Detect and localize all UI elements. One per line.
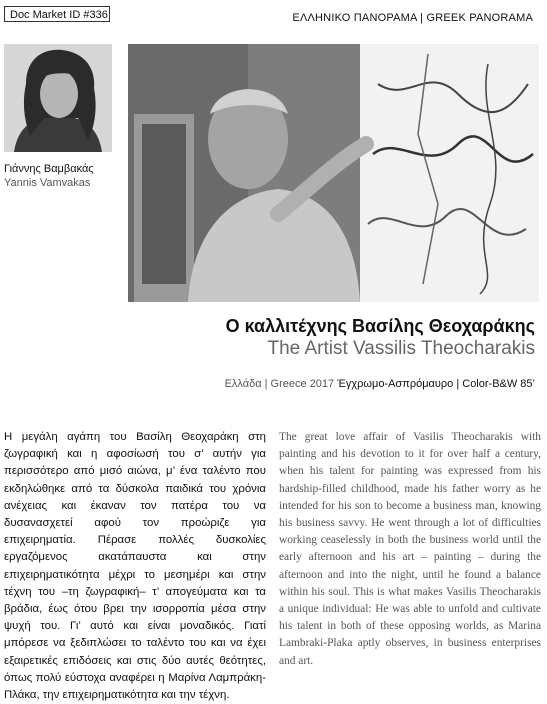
film-title-english: The Artist Vassilis Theocharakis <box>267 338 535 359</box>
film-title-greek: Ο καλλιτέχνης Βασίλης Θεοχαράκης <box>225 316 535 336</box>
doc-market-id: Doc Market ID #336 <box>4 6 110 22</box>
artist-painting-photo <box>128 44 539 302</box>
film-country-year: Ελλάδα | Greece 2017 <box>224 378 335 390</box>
main-photo-illustration <box>128 44 539 302</box>
synopsis-english: The great love affair of Vasilis Theocharakis with painting and his devotion to it for over half a century, when his talent for painting was expressed from his hardship-filled childhood, made his father worry as he intended for his son to become a business man, knowing his business savvy. He went through a lot of difficulties working ceaselessly in both the business world until the early afternoon and his art – painting – during the afternoon and into the night, until he found a balance within his soul. This is what makes Vasilis Theocharakis a unique individual: He was able to unfold and cultivate his talent in both of these opposing worlds, as Marina Lambraki-Plaka aptly observes, in business enterprises and art. <box>279 431 541 667</box>
portrait-photo <box>4 44 112 152</box>
author-portrait <box>4 44 112 152</box>
synopsis-greek: Η μεγάλη αγάπη του Βασίλη Θεοχαράκη στη ζωγραφική και η αφοσίωσή του σ’ αυτήν για περισσότερο από μισό αιώνα, μ’ ένα ταλέντο που εκδηλώθηκε από τα δύσκολα παιδικά του χρόνια ανέχειας και έκαναν τον πατέρα του να δυσανασχετεί αφού τον προώριζε για επιχειρηματία. Πέρασε πολλές δυσκολίες εργαζόμενος ακατάπαυστα και στην επιχειρηματικότητα μέχρι το μεσημέρι και στην τέχνη του –τη ζωγραφική– τ’ απογεύματα και τα βράδια, έως ότου βρει την ισορροπία μέσα στην ψυχή του. Γι’ αυτό και είναι μοναδικός. Γιατί μπόρεσε να ξεδιπλώσει το ταλέντο του και να έχει εξαιρετικές επιδόσεις και στις δύο αυτές θεότητες, όπως πολύ εύστοχα αναφέρει η Μαρίνα Λαμπράκη-Πλάκα, την επιχειρηματικότητα και την τέχνη. <box>4 431 266 702</box>
film-meta <box>225 378 535 390</box>
author-name-english: Yannis Vamvakas <box>4 177 91 189</box>
film-format-duration: Έγχρωμο-Ασπρόμαυρο | Color-B&W 85’ <box>337 378 535 390</box>
section-label: ΕΛΛΗΝΙΚΟ ΠΑΝΟΡΑΜΑ | GREEK PANORAMA <box>292 12 533 24</box>
author-name-greek: Γιάννης Βαμβακάς <box>4 163 94 175</box>
